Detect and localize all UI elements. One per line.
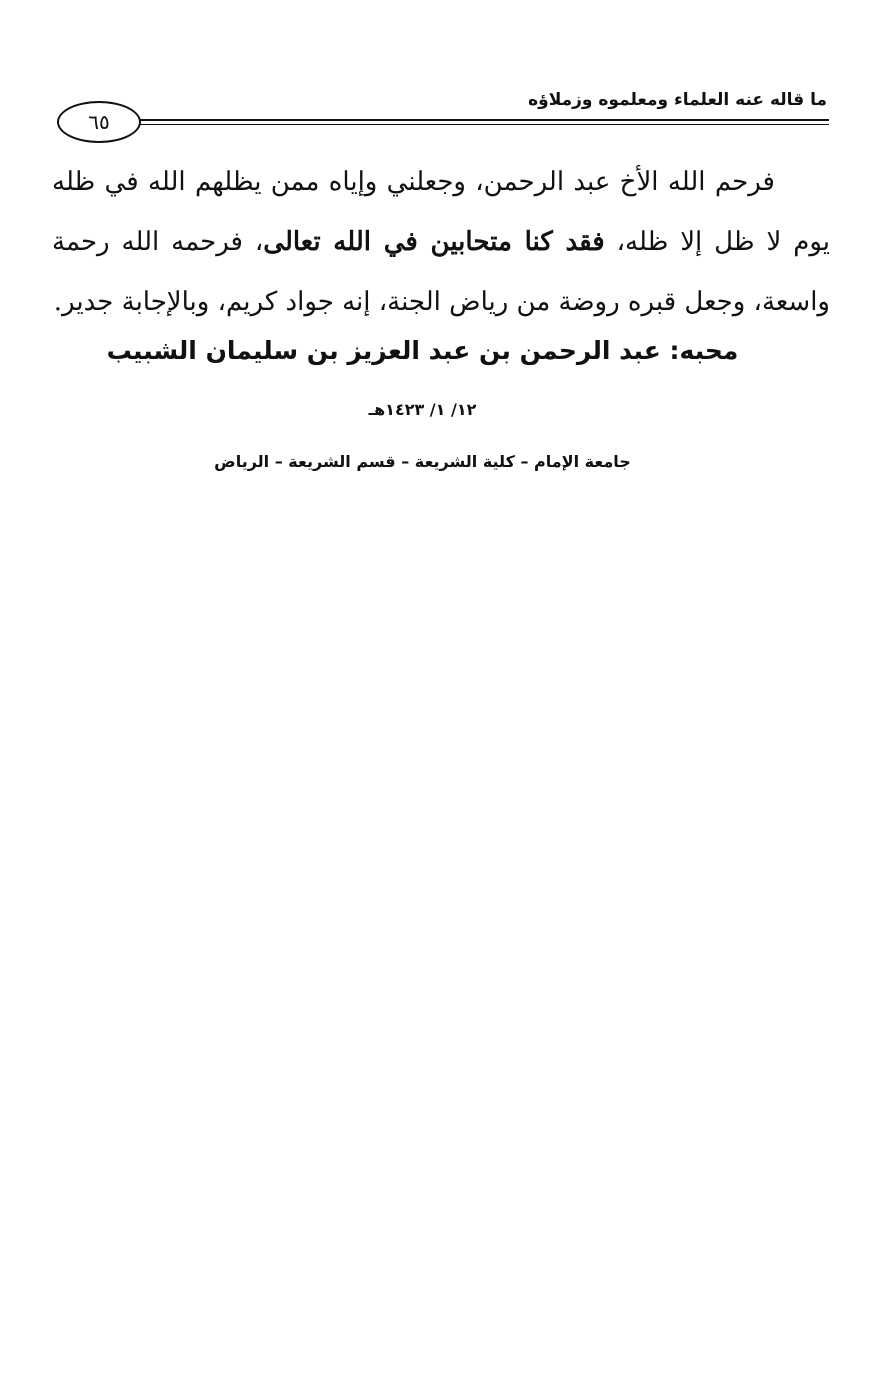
header-rule-thin [138,124,829,125]
author-affiliation: جامعة الإمام – كلية الشريعة – قسم الشريعة – الرياض [214,452,631,471]
body-text-emphasis: فقد كنا متحابين في الله تعالى [263,227,605,257]
author-signature: محبه: عبد الرحمن بن عبد العزيز بن سليمان الشبيب [106,336,739,365]
page-number: ٦٥ [88,110,110,134]
body-text-segment: فرحم الله الأخ عبد الرحمن، وجعلني وإياه ممن يظلهم الله في ظله يوم لا ظل إلا ظله، [52,167,831,257]
header-rule-thick [138,119,829,121]
running-title: ما قاله عنه العلماء ومعلموه وزملاؤه [528,90,827,110]
body-paragraph [52,152,830,332]
body-paragraph-container [52,152,830,332]
signature-date: ١٢/ ١/ ١٤٢٣هـ [368,400,477,419]
body-text-segment: ، فرحمه الله رحمة واسعة، وجعل قبره روضة من رياض الجنة، إنه جواد كريم، وبالإجابة جدير. [52,227,830,317]
page-number-oval [57,101,141,143]
